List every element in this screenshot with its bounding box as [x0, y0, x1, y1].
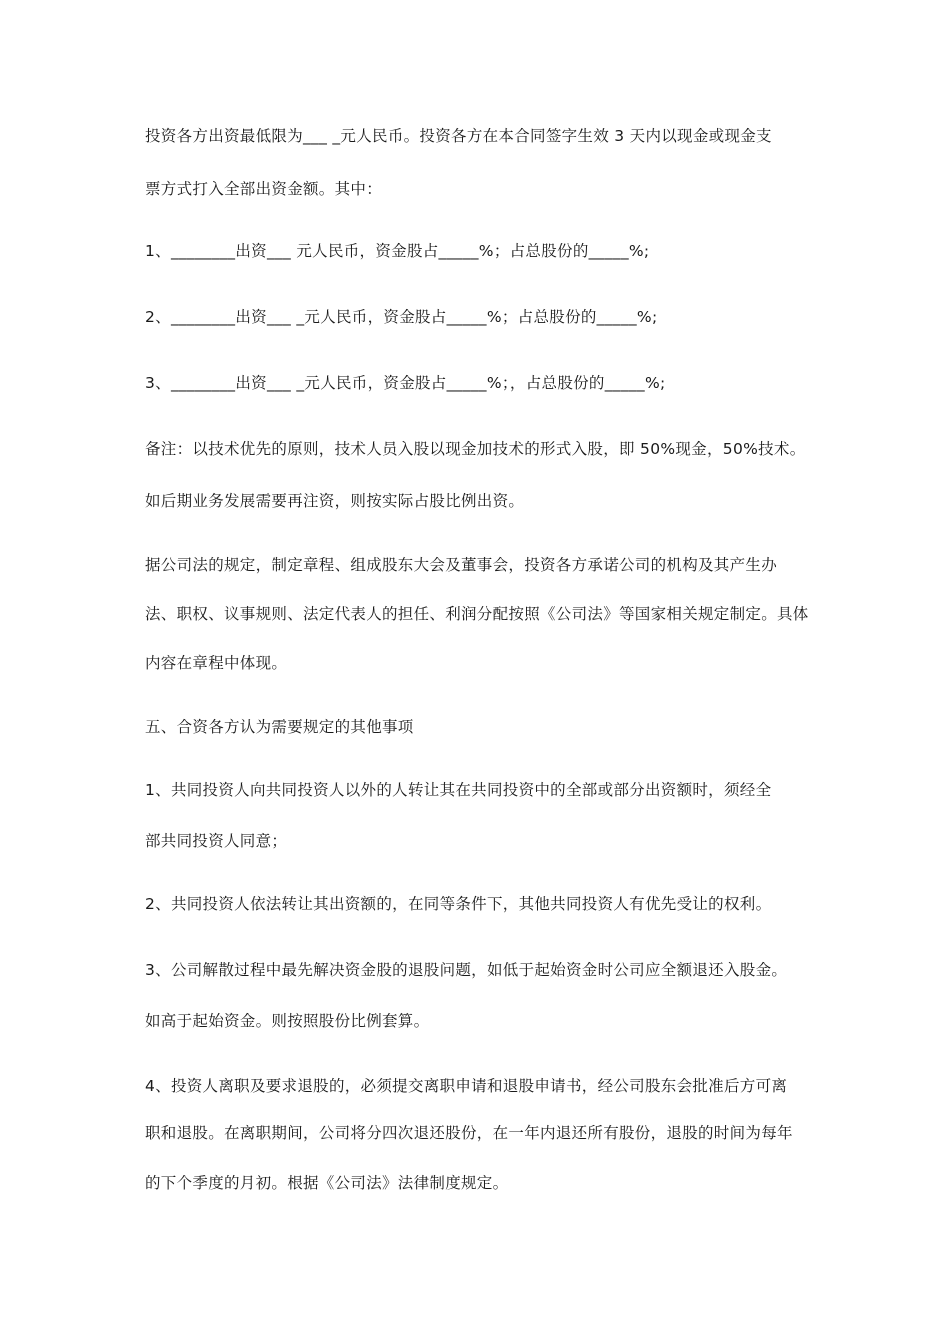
- text-line: 据公司法的规定，制定章程、组成股东大会及董事会，投资各方承诺公司的机构及其产生办: [145, 556, 778, 574]
- text-line: 的下个季度的月初。根据《公司法》法律制度规定。: [145, 1174, 509, 1192]
- text-line: 内容在章程中体现。: [145, 654, 288, 672]
- text-line: 如高于起始资金。则按照股份比例套算。: [145, 1012, 430, 1030]
- text-line: 备注：以技术优先的原则，技术人员入股以现金加技术的形式入股，即 50%现金，50%技术。: [145, 440, 806, 458]
- text-line: 3、________出资___ _元人民币，资金股占_____%；，占总股份的_____%;: [145, 374, 666, 392]
- text-line: 1、________出资___ 元人民币，资金股占_____%；占总股份的_____%;: [145, 242, 650, 260]
- text-line: 职和退股。在离职期间，公司将分四次退还股份，在一年内退还所有股份，退股的时间为每年: [145, 1124, 793, 1142]
- text-line: 1、共同投资人向共同投资人以外的人转让其在共同投资中的全部或部分出资额时，须经全: [145, 781, 772, 799]
- text-line: 4、投资人离职及要求退股的，必须提交离职申请和退股申请书，经公司股东会批准后方可离: [145, 1077, 788, 1095]
- section-heading: 五、合资各方认为需要规定的其他事项: [145, 718, 414, 736]
- text-line: 投资各方出资最低限为___ _元人民币。投资各方在本合同签字生效 3 天内以现金或现金支: [145, 127, 772, 145]
- text-line: 2、共同投资人依法转让其出资额的，在同等条件下，其他共同投资人有优先受让的权利。: [145, 895, 772, 913]
- text-line: 部共同投资人同意；: [145, 832, 288, 850]
- text-line: 法、职权、议事规则、法定代表人的担任、利润分配按照《公司法》等国家相关规定制定。具体: [145, 605, 809, 623]
- text-line: 如后期业务发展需要再注资，则按实际占股比例出资。: [145, 492, 525, 510]
- text-line: 3、公司解散过程中最先解决资金股的退股问题，如低于起始资金时公司应全额退还入股金。: [145, 961, 788, 979]
- text-line: 票方式打入全部出资金额。其中：: [145, 180, 383, 198]
- text-line: 2、________出资___ _元人民币，资金股占_____%；占总股份的_____%;: [145, 308, 658, 326]
